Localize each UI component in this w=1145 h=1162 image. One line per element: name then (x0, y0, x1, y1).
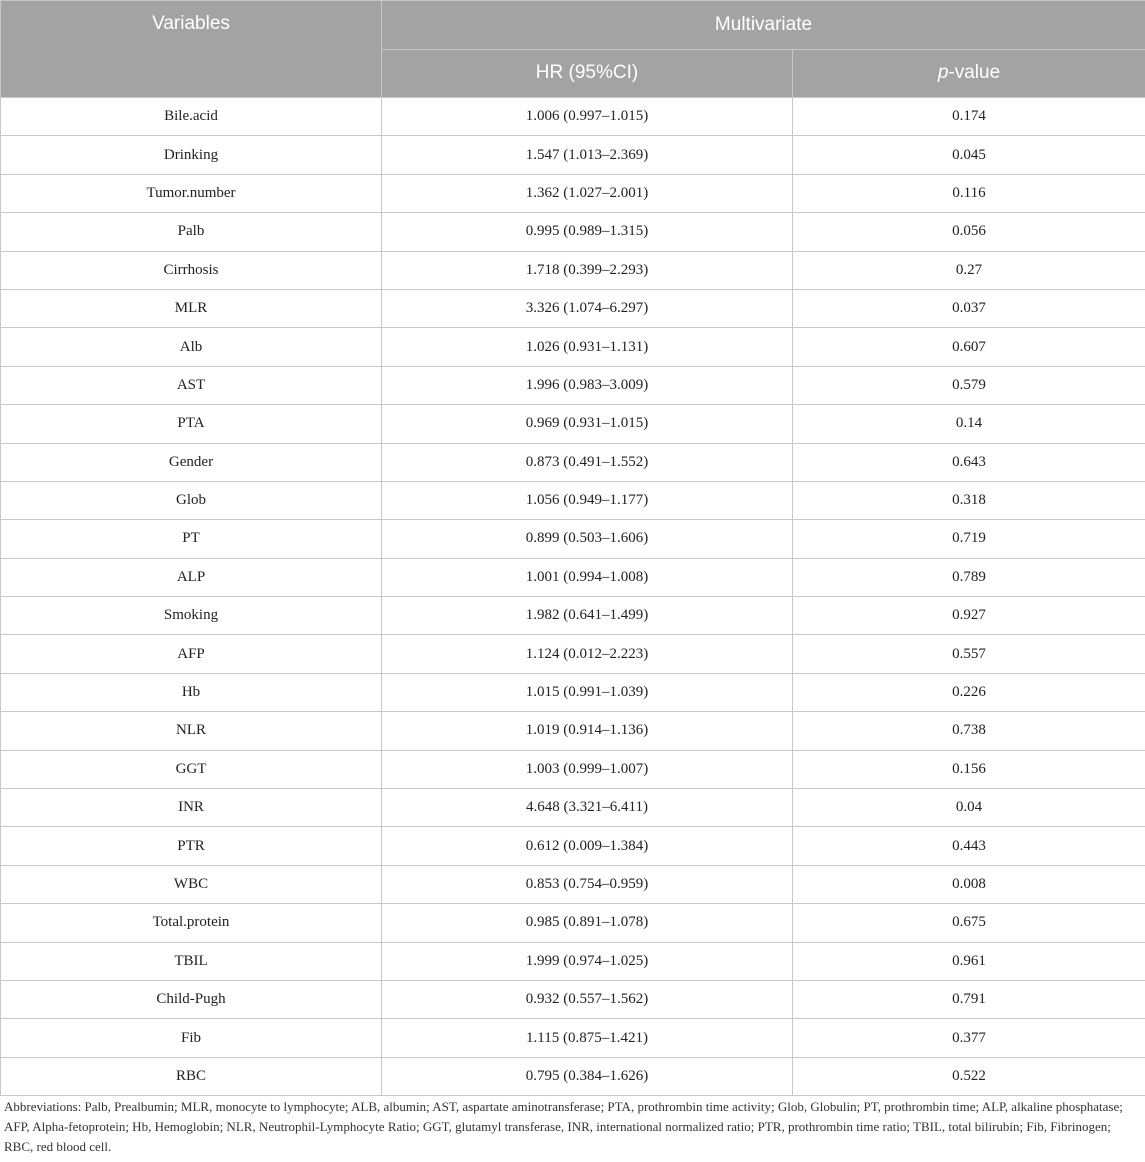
cell-hr: 0.612 (0.009–1.384) (382, 827, 793, 865)
cell-variable: Bile.acid (1, 98, 382, 136)
table-row (1, 635, 1145, 673)
cell-p-value: 0.961 (793, 942, 1145, 980)
table-row (1, 328, 1145, 366)
cell-p-value: 0.156 (793, 750, 1145, 788)
cell-variable: Child-Pugh (1, 980, 382, 1018)
cell-p-value: 0.522 (793, 1057, 1145, 1095)
cell-hr: 0.932 (0.557–1.562) (382, 980, 793, 1018)
table-header (1, 1, 1145, 98)
cell-variable: Total.protein (1, 904, 382, 942)
cell-hr: 0.873 (0.491–1.552) (382, 443, 793, 481)
cell-p-value: 0.738 (793, 712, 1145, 750)
cell-hr: 1.124 (0.012–2.223) (382, 635, 793, 673)
cell-hr: 1.019 (0.914–1.136) (382, 712, 793, 750)
cell-variable: Tumor.number (1, 174, 382, 212)
cell-variable: Alb (1, 328, 382, 366)
cell-variable: Cirrhosis (1, 251, 382, 289)
cell-hr: 1.996 (0.983–3.009) (382, 366, 793, 404)
table-row (1, 827, 1145, 865)
cell-hr: 1.362 (1.027–2.001) (382, 174, 793, 212)
cell-p-value: 0.226 (793, 673, 1145, 711)
cell-p-value: 0.116 (793, 174, 1145, 212)
table-row (1, 1019, 1145, 1057)
cell-variable: ALP (1, 558, 382, 596)
cell-hr: 1.718 (0.399–2.293) (382, 251, 793, 289)
cell-hr: 1.003 (0.999–1.007) (382, 750, 793, 788)
cell-variable: Gender (1, 443, 382, 481)
cell-p-value: 0.791 (793, 980, 1145, 1018)
cell-p-value: 0.174 (793, 98, 1145, 136)
cell-hr: 0.795 (0.384–1.626) (382, 1057, 793, 1095)
cell-p-value: 0.27 (793, 251, 1145, 289)
table-row (1, 904, 1145, 942)
table-row (1, 789, 1145, 827)
cell-variable: INR (1, 789, 382, 827)
cell-hr: 0.969 (0.931–1.015) (382, 405, 793, 443)
cell-hr: 1.999 (0.974–1.025) (382, 942, 793, 980)
cell-hr: 0.995 (0.989–1.315) (382, 213, 793, 251)
cell-variable: TBIL (1, 942, 382, 980)
cell-hr: 3.326 (1.074–6.297) (382, 289, 793, 327)
cell-p-value: 0.643 (793, 443, 1145, 481)
table-row (1, 366, 1145, 404)
cell-p-value: 0.377 (793, 1019, 1145, 1057)
table-row (1, 136, 1145, 174)
cell-variable: Glob (1, 481, 382, 519)
cell-hr: 0.899 (0.503–1.606) (382, 520, 793, 558)
header-p-value (793, 49, 1145, 98)
cell-p-value: 0.318 (793, 481, 1145, 519)
cell-p-value: 0.579 (793, 366, 1145, 404)
cell-p-value: 0.557 (793, 635, 1145, 673)
table-row (1, 520, 1145, 558)
cell-variable: GGT (1, 750, 382, 788)
table-row (1, 942, 1145, 980)
table-row (1, 865, 1145, 903)
cell-variable: AFP (1, 635, 382, 673)
table-row (1, 712, 1145, 750)
cell-p-value: 0.719 (793, 520, 1145, 558)
table-row (1, 980, 1145, 1018)
cell-variable: Palb (1, 213, 382, 251)
header-p-suffix: -value (948, 62, 1001, 84)
cell-hr: 0.853 (0.754–0.959) (382, 865, 793, 903)
table-row (1, 558, 1145, 596)
cell-hr: 1.982 (0.641–1.499) (382, 597, 793, 635)
table-row (1, 213, 1145, 251)
cell-variable: PTA (1, 405, 382, 443)
table-row (1, 98, 1145, 136)
cell-variable: RBC (1, 1057, 382, 1095)
table-row (1, 405, 1145, 443)
cell-variable: Fib (1, 1019, 382, 1057)
header-variables: Variables (1, 1, 382, 98)
cell-p-value: 0.927 (793, 597, 1145, 635)
cell-variable: Hb (1, 673, 382, 711)
cell-p-value: 0.607 (793, 328, 1145, 366)
cell-variable: AST (1, 366, 382, 404)
table-row (1, 174, 1145, 212)
cell-hr: 4.648 (3.321–6.411) (382, 789, 793, 827)
cell-hr: 1.006 (0.997–1.015) (382, 98, 793, 136)
header-multivariate: Multivariate (382, 1, 1145, 50)
header-p-italic: p (937, 62, 949, 84)
cell-hr: 1.026 (0.931–1.131) (382, 328, 793, 366)
cell-variable: PTR (1, 827, 382, 865)
table-row (1, 750, 1145, 788)
header-hr: HR (95%CI) (382, 49, 793, 98)
cell-p-value: 0.04 (793, 789, 1145, 827)
table-row (1, 251, 1145, 289)
table-body (1, 98, 1145, 1096)
cell-hr: 0.985 (0.891–1.078) (382, 904, 793, 942)
cell-hr: 1.015 (0.991–1.039) (382, 673, 793, 711)
cell-variable: Smoking (1, 597, 382, 635)
cell-hr: 1.115 (0.875–1.421) (382, 1019, 793, 1057)
table-row (1, 597, 1145, 635)
cell-variable: NLR (1, 712, 382, 750)
table-row (1, 1057, 1145, 1095)
cell-p-value: 0.045 (793, 136, 1145, 174)
cell-p-value: 0.037 (793, 289, 1145, 327)
table-row (1, 673, 1145, 711)
cell-p-value: 0.056 (793, 213, 1145, 251)
cell-variable: PT (1, 520, 382, 558)
cell-p-value: 0.443 (793, 827, 1145, 865)
cell-hr: 1.056 (0.949–1.177) (382, 481, 793, 519)
cell-variable: Drinking (1, 136, 382, 174)
cell-p-value: 0.675 (793, 904, 1145, 942)
table-row (1, 289, 1145, 327)
cell-hr: 1.001 (0.994–1.008) (382, 558, 793, 596)
cell-variable: WBC (1, 865, 382, 903)
cell-p-value: 0.008 (793, 865, 1145, 903)
cell-p-value: 0.789 (793, 558, 1145, 596)
cell-p-value: 0.14 (793, 405, 1145, 443)
table-row (1, 443, 1145, 481)
cell-variable: MLR (1, 289, 382, 327)
cell-hr: 1.547 (1.013–2.369) (382, 136, 793, 174)
abbreviations-footnote: Abbreviations: Palb, Prealbumin; MLR, monocyte to lymphocyte; ALB, albumin; AST, aspartate aminotransferase; PTA, prothrombin time activity; Glob, Globulin; PT, prothrombin time; ALP, alkaline phosphatase; AFP, Alpha-fetoprotein; Hb, Hemoglobin; NLR, Neutrophil-Lymphocyte Ratio; GGT, glutamyl transferase, INR, international normalized ratio; PTR, prothrombin time ratio; TBIL, total bilirubin; Fib, Fibrinogen; RBC, red blood cell. (4, 1099, 1123, 1154)
table-row (1, 481, 1145, 519)
